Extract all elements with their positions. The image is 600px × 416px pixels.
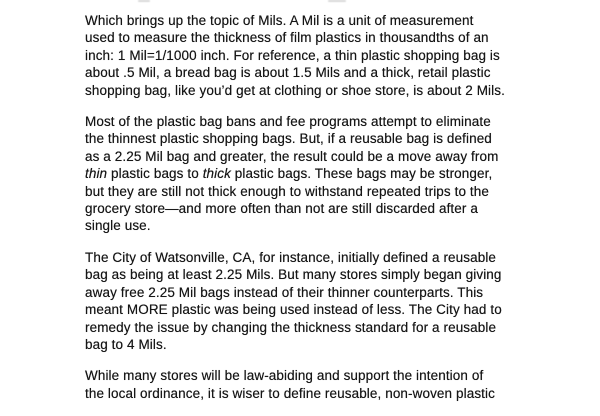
text-line — [85, 165, 555, 182]
text-line — [85, 200, 555, 217]
text-run: inch: 1 Mil=1/1000 inch. For reference, a thin plastic shopping bag is — [85, 47, 500, 63]
text-run: meant MORE plastic was being used instead of less. The City had to — [85, 302, 502, 318]
text-line — [85, 266, 555, 283]
text-run: Which brings up the topic of Mils. A Mil is a unit of measurement — [85, 13, 474, 28]
text-run: bag as being at least 2.25 Mils. But many stores simply began giving — [85, 267, 502, 283]
text-run: The City of Watsonville, CA, for instance, initially defined a reusable — [85, 249, 497, 265]
text-run: the thinnest plastic shopping bags. But, if a reusable bag is defined — [85, 131, 492, 147]
text-run: away free 2.25 Mil bags instead of their thinner counterparts. This — [85, 284, 484, 300]
text-run: about .5 Mil, a bread bag is about 1.5 Mils and a thick, retail plastic — [85, 65, 491, 81]
text-line — [85, 284, 555, 301]
italic-text-run: thin — [85, 166, 108, 182]
paragraph — [85, 12, 555, 99]
text-run: but they are still not thick enough to withstand repeated trips to the — [85, 183, 489, 199]
text-line — [85, 82, 555, 99]
text-run: as a 2.25 Mil bag and greater, the result could be a move away from — [85, 148, 499, 164]
text-line — [85, 367, 555, 384]
text-run: grocery store—and more often than not are still discarded after a — [85, 201, 478, 217]
text-line — [85, 301, 555, 318]
text-run: remedy the issue by changing the thickness standard for a reusable — [85, 319, 497, 335]
text-run: While many stores will be law-abiding and support the intention of — [85, 368, 484, 384]
text-run: used to measure the thickness of film plastics in thousandths of an — [85, 30, 489, 46]
text-line — [85, 249, 555, 266]
text-run: shopping bag, like you’d get at clothing or shoe store, is about 2 Mils. — [85, 82, 505, 98]
paragraph — [85, 249, 555, 353]
text-line — [85, 148, 555, 165]
text-line — [85, 319, 555, 336]
scan-smudge — [328, 0, 346, 2]
text-line — [85, 47, 555, 64]
text-run: single use. — [85, 218, 151, 234]
italic-text-run: thick — [202, 166, 231, 182]
text-run: bag to 4 Mils. — [85, 336, 167, 352]
text-line — [85, 29, 555, 46]
text-line — [85, 64, 555, 81]
paragraph — [85, 113, 555, 235]
text-run: plastic bags to — [107, 166, 203, 182]
text-line — [85, 217, 555, 234]
text-body — [85, 12, 555, 416]
text-line — [85, 113, 555, 130]
scan-smudge — [138, 0, 150, 2]
text-line — [85, 336, 555, 353]
text-run: plastic bags. These bags may be stronger, — [230, 166, 493, 182]
text-run: the local ordinance, it is wiser to define reusable, non-woven plastic — [85, 385, 495, 401]
text-line — [85, 12, 555, 29]
text-run: Most of the plastic bag bans and fee programs attempt to eliminate — [85, 114, 491, 130]
text-line — [85, 130, 555, 147]
text-line — [85, 183, 555, 200]
paragraph — [85, 367, 555, 402]
